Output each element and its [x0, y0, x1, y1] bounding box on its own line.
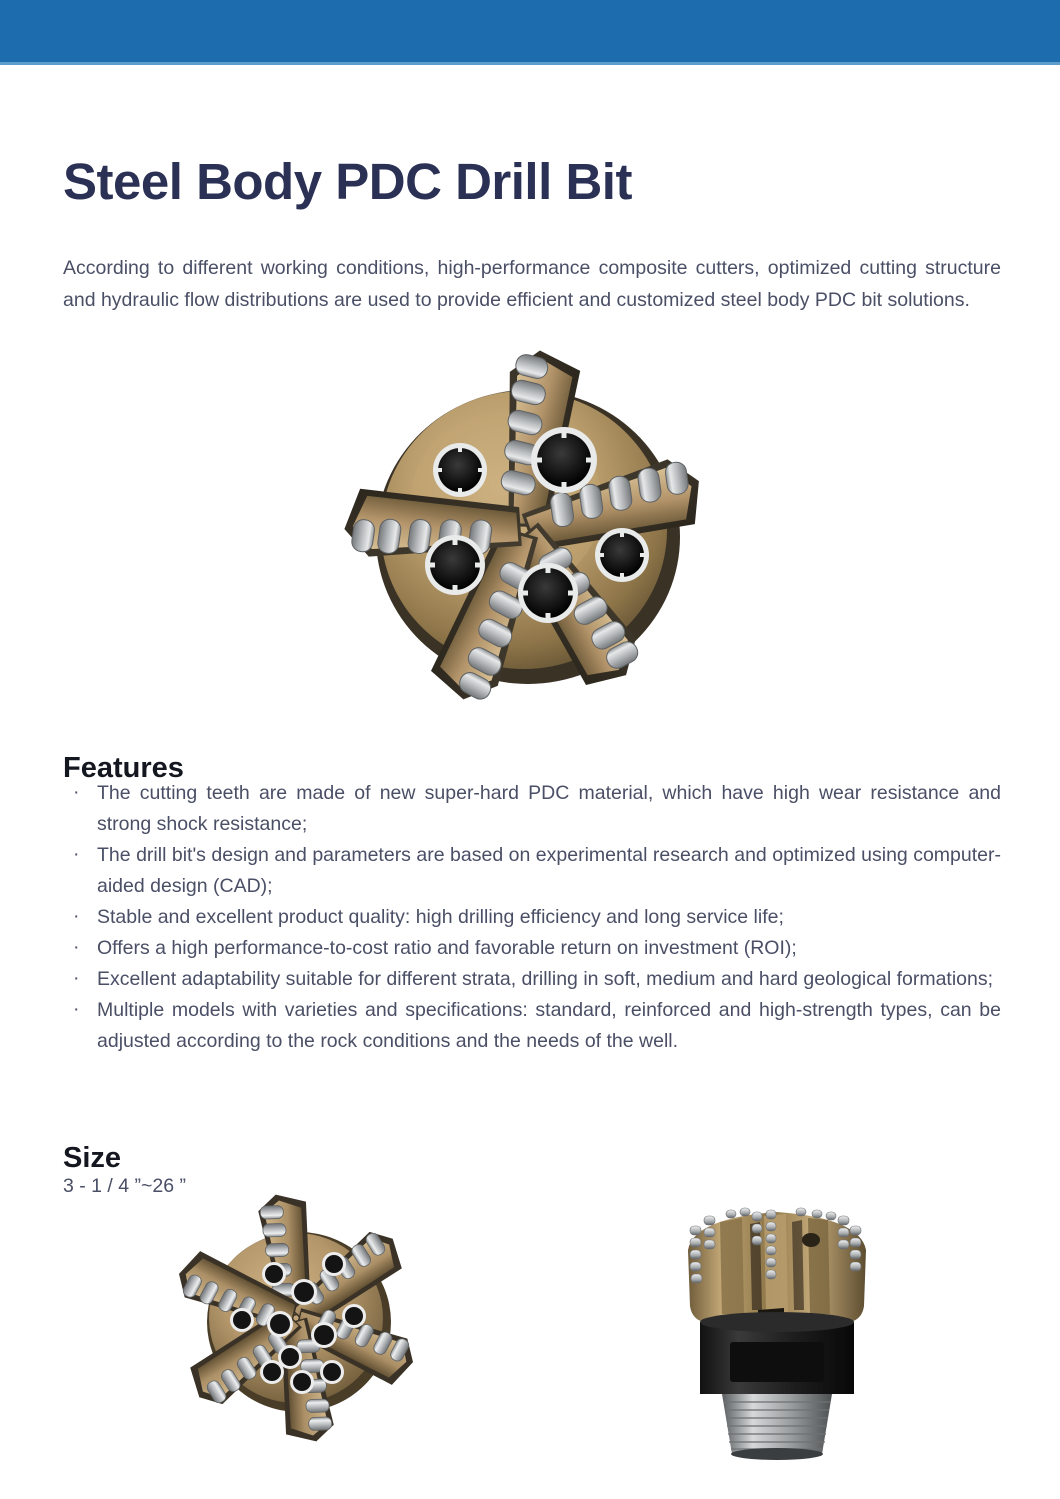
- feature-text: Multiple models with varieties and specifications: standard, reinforced and high-strength types, can be adjusted according to the rock conditions and the needs of the well.: [97, 999, 1001, 1052]
- size-heading: Size: [63, 1142, 122, 1175]
- main-drill-bit-image: [300, 325, 760, 720]
- feature-item: [63, 933, 1001, 964]
- feature-text: The cutting teeth are made of new super-hard PDC material, which have high wear resistance and strong shock resistance;: [97, 782, 1001, 835]
- top-banner: [0, 0, 1060, 62]
- feature-item: [63, 995, 1001, 1057]
- features-list: [63, 778, 1001, 1057]
- top-banner-underline: [0, 62, 1060, 65]
- feature-text: Excellent adaptability suitable for different strata, drilling in soft, medium and hard geological formations;: [97, 968, 994, 990]
- size-value: 3 - 1 / 4 ”~26 ”: [63, 1175, 187, 1197]
- feature-item: [63, 840, 1001, 902]
- intro-paragraph: According to different working conditions, high-performance composite cutters, optimized cutting structure and hydraulic flow distributions are used to provide efficient and customized steel body PDC bit solutions.: [63, 256, 1001, 311]
- feature-text: Offers a high performance-to-cost ratio and favorable return on investment (ROI);: [97, 937, 797, 959]
- side-view-bit-image: [660, 1188, 895, 1460]
- six-blade-bit-image: [168, 1192, 433, 1447]
- feature-text: Stable and excellent product quality: high drilling efficiency and long service life;: [97, 906, 784, 928]
- page-title: Steel Body PDC Drill Bit: [63, 153, 632, 211]
- feature-item: [63, 902, 1001, 933]
- features-heading: Features: [63, 752, 184, 785]
- feature-item: [63, 778, 1001, 840]
- feature-text: The drill bit's design and parameters are based on experimental research and optimized using computer-aided design (CAD);: [97, 844, 1001, 897]
- feature-item: [63, 964, 1001, 995]
